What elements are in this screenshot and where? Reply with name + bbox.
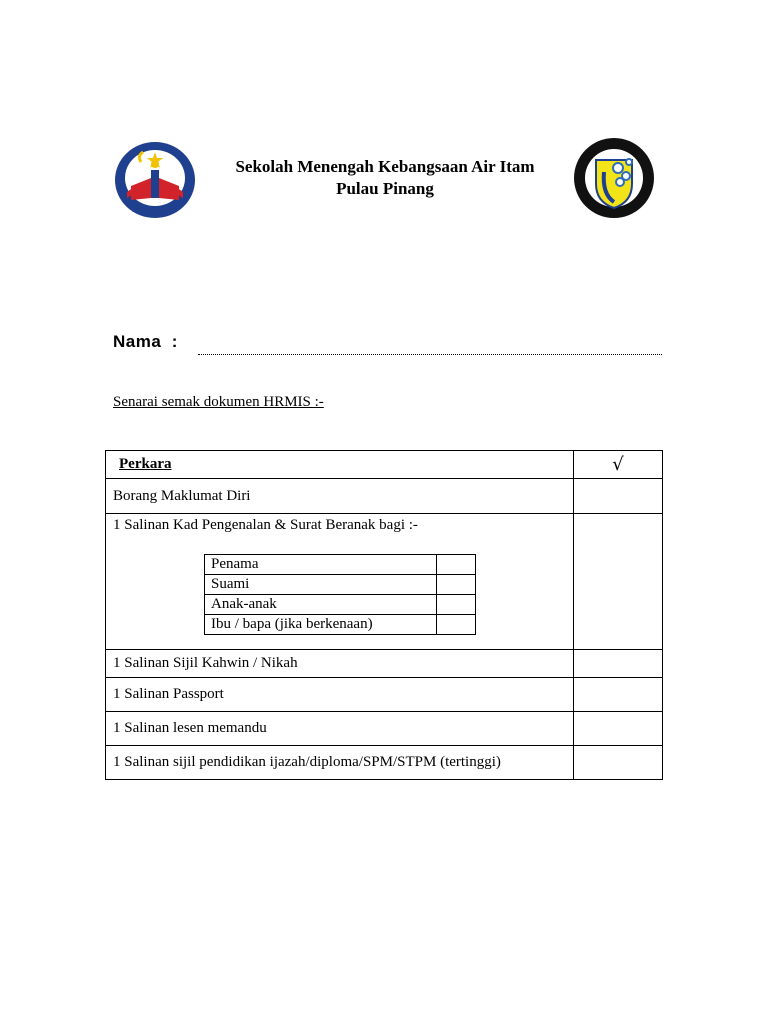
sub-table: [204, 554, 476, 635]
row-label: 1 Salinan Sijil Kahwin / Nikah: [106, 650, 574, 678]
ministry-logo: [113, 140, 197, 220]
table-row: [106, 678, 663, 712]
row-ic-birthcert: [106, 514, 574, 650]
school-crest-logo: [572, 136, 656, 220]
sub-row-label: Suami: [205, 575, 437, 595]
checkbox-cell[interactable]: [574, 479, 663, 514]
checkbox-cell[interactable]: [574, 514, 663, 650]
school-name-line2: Pulau Pinang: [336, 179, 434, 198]
table-row: [106, 650, 663, 678]
row-label: 1 Salinan sijil pendidikan ijazah/diploma/SPM/STPM (tertinggi): [106, 746, 574, 780]
sub-row-label: Penama: [205, 555, 437, 575]
header-check: [574, 451, 663, 479]
school-name-line1: Sekolah Menengah Kebangsaan Air Itam: [235, 157, 535, 176]
sub-row: [205, 595, 476, 615]
sub-checkbox[interactable]: [437, 575, 476, 595]
sub-row: [205, 615, 476, 635]
sub-checkbox[interactable]: [437, 615, 476, 635]
checkbox-cell[interactable]: [574, 650, 663, 678]
checklist-heading: Senarai semak dokumen HRMIS :-: [113, 394, 324, 410]
sub-row-label: Anak-anak: [205, 595, 437, 615]
checkbox-cell[interactable]: [574, 678, 663, 712]
table-header-row: [106, 451, 663, 479]
row-label: 1 Salinan Kad Pengenalan & Surat Beranak bagi :-: [113, 517, 418, 533]
header-perkara: Perkara: [106, 451, 574, 479]
row-label: 1 Salinan lesen memandu: [106, 712, 574, 746]
sub-row: [205, 555, 476, 575]
sub-row-label: Ibu / bapa (jika berkenaan): [205, 615, 437, 635]
checkmark-icon: √: [612, 454, 624, 475]
row-label: 1 Salinan Passport: [106, 678, 574, 712]
checkbox-cell[interactable]: [574, 712, 663, 746]
sub-checkbox[interactable]: [437, 595, 476, 615]
table-row: [106, 479, 663, 514]
school-title: [205, 156, 565, 200]
table-row: [106, 746, 663, 780]
checklist-table: [105, 450, 663, 780]
sub-row: [205, 575, 476, 595]
nama-label: Nama :: [113, 332, 178, 351]
checkbox-cell[interactable]: [574, 746, 663, 780]
nama-input-line[interactable]: [198, 354, 662, 355]
table-row: [106, 712, 663, 746]
sub-checkbox[interactable]: [437, 555, 476, 575]
row-label: Borang Maklumat Diri: [106, 479, 574, 514]
table-row: [106, 514, 663, 650]
